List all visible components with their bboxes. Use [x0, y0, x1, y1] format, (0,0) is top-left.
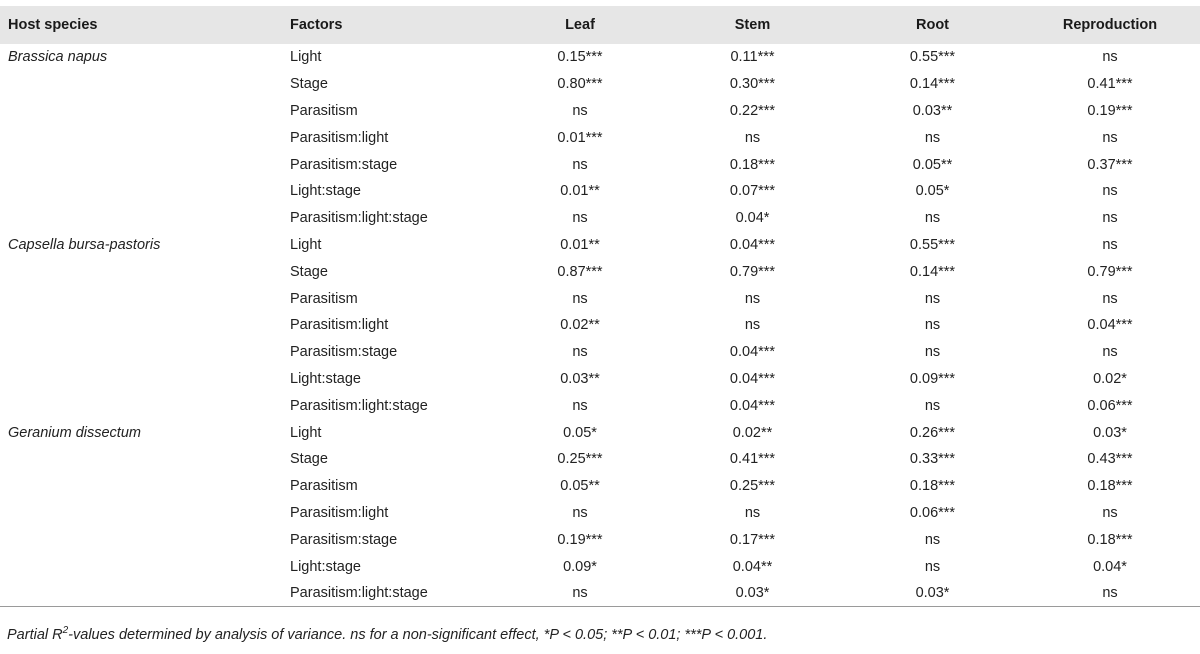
cell-stem: ns: [744, 504, 761, 521]
cell-reproduction: 0.43***: [1087, 451, 1133, 468]
cell-root: 0.55***: [909, 49, 956, 66]
header-host-species: Host species: [8, 17, 98, 33]
header-leaf: Leaf: [565, 17, 595, 33]
cell-stem: 0.04***: [729, 236, 776, 253]
header-stem: Stem: [734, 17, 771, 33]
table-row: [0, 232, 1200, 259]
cell-factor: Parasitism:light:stage: [290, 397, 428, 414]
table-row: [0, 473, 1200, 500]
cell-reproduction: ns: [1020, 580, 1200, 607]
cell-stem: ns: [744, 317, 761, 334]
cell-host-species: Brassica napus: [8, 49, 108, 66]
cell-host-species: [0, 178, 288, 205]
cell-host-species: [0, 339, 288, 366]
cell-root: 0.05**: [912, 156, 953, 173]
cell-root: 0.09***: [909, 370, 956, 387]
cell-factor: Light:stage: [290, 370, 361, 387]
table-row: [0, 392, 1200, 419]
table-row: [0, 446, 1200, 473]
cell-factor: Parasitism:light: [290, 129, 389, 146]
cell-host-species: [0, 205, 288, 232]
cell-stem: 0.04***: [729, 370, 776, 387]
table-row: [0, 205, 1200, 232]
cell-factor: Parasitism:light:stage: [288, 580, 500, 607]
cell-leaf: 0.19***: [557, 531, 603, 548]
table-header: [0, 6, 1200, 44]
cell-stem: 0.11***: [730, 49, 775, 66]
cell-host-species: [0, 312, 288, 339]
cell-host-species: [0, 366, 288, 393]
cell-host-species: [0, 392, 288, 419]
cell-stem: 0.04***: [729, 344, 776, 361]
cell-root: ns: [924, 317, 941, 334]
table-row: [0, 44, 1200, 71]
cell-reproduction: ns: [1102, 129, 1118, 146]
results-table: [0, 6, 1200, 607]
cell-leaf: 0.01**: [560, 236, 600, 253]
cell-leaf: 0.05**: [560, 478, 600, 495]
cell-stem: 0.04***: [729, 397, 776, 414]
cell-leaf: ns: [572, 156, 588, 173]
cell-host-species: [0, 500, 288, 527]
cell-host-species: [0, 580, 288, 607]
cell-host-species: [0, 124, 288, 151]
header-root: Root: [915, 17, 949, 33]
cell-reproduction: 0.37***: [1087, 156, 1133, 173]
cell-host-species: [0, 473, 288, 500]
cell-stem: 0.22***: [729, 102, 776, 119]
cell-factor: Light:stage: [290, 183, 361, 200]
cell-leaf: 0.02**: [560, 317, 600, 334]
cell-leaf: ns: [572, 102, 588, 119]
cell-factor: Parasitism:stage: [290, 156, 398, 173]
cell-factor: Parasitism:stage: [290, 531, 398, 548]
cell-leaf: ns: [572, 210, 588, 227]
cell-reproduction: 0.03*: [1093, 424, 1127, 441]
cell-host-species: [0, 526, 288, 553]
cell-reproduction: 0.18***: [1087, 531, 1133, 548]
cell-factor: Parasitism:light: [290, 317, 389, 334]
cell-stem: 0.02**: [732, 424, 773, 441]
header-row: [0, 6, 1200, 44]
cell-reproduction: 0.18***: [1087, 478, 1133, 495]
cell-stem: 0.04*: [735, 210, 770, 227]
cell-root: 0.06***: [909, 504, 956, 521]
cell-factor: Parasitism: [290, 102, 358, 119]
cell-factor: Parasitism:light:stage: [290, 210, 428, 227]
cell-leaf: ns: [572, 290, 588, 307]
cell-stem: ns: [744, 129, 761, 146]
table-row: [0, 71, 1200, 98]
footnote-prefix: Partial R: [7, 627, 63, 643]
cell-root: 0.05*: [915, 183, 950, 200]
cell-leaf: ns: [572, 344, 588, 361]
header-factors: Factors: [290, 17, 343, 33]
cell-leaf: 0.87***: [557, 263, 603, 280]
cell-root: ns: [924, 290, 941, 307]
cell-stem: 0.41***: [729, 451, 776, 468]
table-row: [0, 526, 1200, 553]
cell-root: 0.33***: [909, 451, 956, 468]
header-reproduction: Reproduction: [1062, 17, 1158, 33]
cell-stem: 0.30***: [729, 76, 776, 93]
cell-leaf: 0.05*: [563, 424, 597, 441]
table-row: [0, 124, 1200, 151]
cell-root: ns: [924, 344, 941, 361]
cell-root: 0.14***: [909, 263, 956, 280]
cell-root: 0.14***: [909, 76, 956, 93]
table-body: [0, 44, 1200, 607]
cell-leaf: 0.80***: [557, 76, 603, 93]
cell-reproduction: 0.06***: [1087, 397, 1133, 414]
cell-factor: Parasitism:stage: [290, 344, 398, 361]
cell-root: ns: [924, 558, 941, 575]
cell-host-species: [0, 258, 288, 285]
cell-factor: Stage: [290, 76, 328, 93]
table-footnote: [7, 627, 767, 643]
cell-host-species: [0, 98, 288, 125]
cell-reproduction: 0.41***: [1087, 76, 1133, 93]
cell-root: 0.18***: [909, 478, 956, 495]
cell-reproduction: 0.02*: [1093, 370, 1127, 387]
cell-factor: Parasitism:light: [290, 504, 389, 521]
cell-leaf: ns: [572, 397, 588, 414]
table-row: [0, 580, 1200, 607]
cell-stem: 0.18***: [729, 156, 776, 173]
cell-factor: Light: [290, 424, 322, 441]
table-row: [0, 366, 1200, 393]
table-row: [0, 178, 1200, 205]
cell-leaf: ns: [500, 580, 660, 607]
cell-factor: Light: [290, 49, 322, 66]
table-row: [0, 98, 1200, 125]
cell-root: ns: [924, 397, 941, 414]
cell-factor: Stage: [290, 263, 328, 280]
footnote-text: -values determined by analysis of variance. ns for a non-significant effect, *P < 0.05; **P < 0.01; ***P < 0.001.: [68, 627, 768, 643]
cell-stem: 0.79***: [729, 263, 776, 280]
table-row: [0, 419, 1200, 446]
cell-host-species: [0, 285, 288, 312]
cell-factor: Parasitism: [290, 290, 358, 307]
cell-leaf: 0.09*: [563, 558, 597, 575]
table-row: [0, 339, 1200, 366]
cell-host-species: Capsella bursa-pastoris: [8, 236, 161, 253]
cell-reproduction: ns: [1102, 290, 1118, 307]
cell-root: ns: [924, 531, 941, 548]
cell-root: ns: [924, 129, 941, 146]
cell-stem: ns: [744, 290, 761, 307]
cell-stem: 0.03*: [660, 580, 845, 607]
cell-host-species: [0, 553, 288, 580]
cell-factor: Parasitism: [290, 478, 358, 495]
cell-leaf: 0.01**: [560, 183, 600, 200]
cell-host-species: Geranium dissectum: [8, 424, 141, 441]
cell-reproduction: ns: [1102, 49, 1118, 66]
cell-leaf: 0.15***: [557, 49, 603, 66]
cell-reproduction: 0.19***: [1087, 102, 1133, 119]
table-row: [0, 553, 1200, 580]
table-row: [0, 258, 1200, 285]
cell-root: 0.55***: [909, 236, 956, 253]
table-row: [0, 285, 1200, 312]
cell-stem: 0.04**: [732, 558, 773, 575]
cell-leaf: 0.03**: [560, 370, 600, 387]
cell-stem: 0.07***: [729, 183, 776, 200]
cell-root: ns: [924, 210, 941, 227]
cell-host-species: [0, 151, 288, 178]
cell-stem: 0.17***: [729, 531, 776, 548]
cell-reproduction: 0.04***: [1087, 317, 1133, 334]
cell-factor: Stage: [290, 451, 328, 468]
cell-reproduction: ns: [1102, 344, 1118, 361]
cell-leaf: 0.01***: [557, 129, 603, 146]
cell-reproduction: ns: [1102, 236, 1118, 253]
cell-root: 0.26***: [909, 424, 956, 441]
cell-leaf: ns: [572, 504, 588, 521]
table-row: [0, 151, 1200, 178]
cell-root: 0.03*: [845, 580, 1020, 607]
table-row: [0, 312, 1200, 339]
cell-reproduction: ns: [1102, 210, 1118, 227]
cell-leaf: 0.25***: [557, 451, 603, 468]
cell-root: 0.03**: [912, 102, 953, 119]
cell-factor: Light:stage: [290, 558, 361, 575]
cell-reproduction: ns: [1102, 504, 1118, 521]
cell-stem: 0.25***: [729, 478, 776, 495]
cell-reproduction: ns: [1102, 183, 1118, 200]
cell-reproduction: 0.04*: [1093, 558, 1127, 575]
cell-host-species: [0, 446, 288, 473]
cell-reproduction: 0.79***: [1087, 263, 1133, 280]
footnote-superscript: 2: [62, 625, 69, 637]
cell-host-species: [0, 71, 288, 98]
cell-factor: Light: [290, 236, 322, 253]
table-row: [0, 500, 1200, 527]
